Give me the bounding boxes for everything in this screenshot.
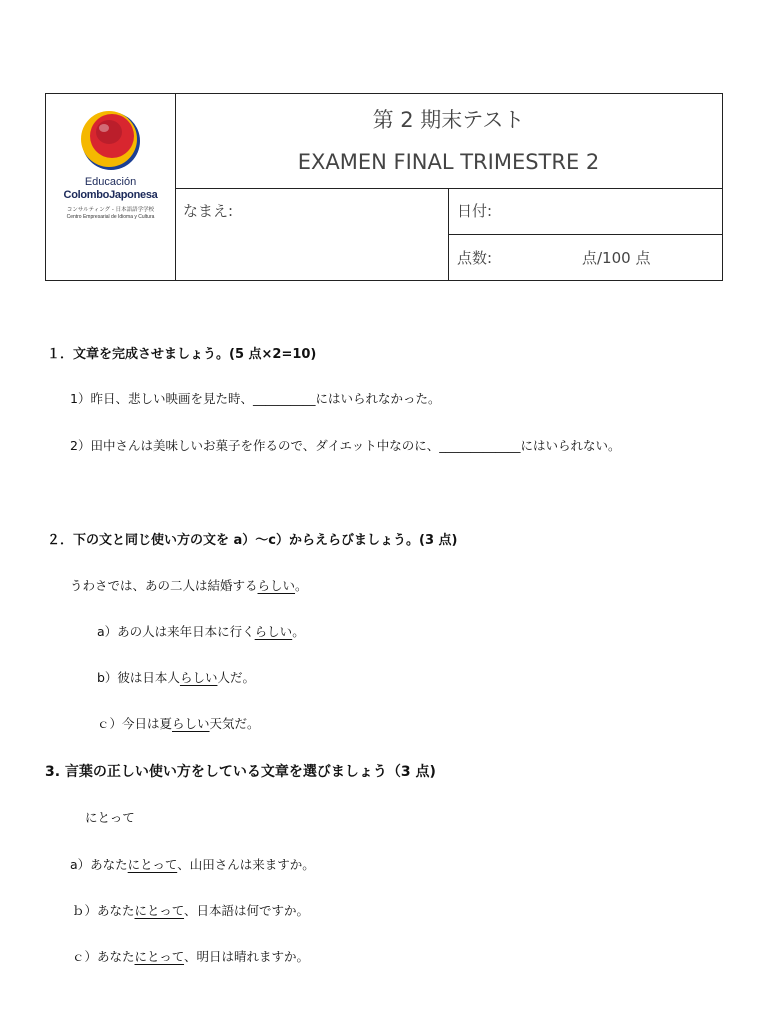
name-field[interactable]: [175, 188, 449, 280]
example-underlined: らしい: [257, 578, 296, 593]
question-3-option-c[interactable]: [72, 947, 309, 965]
option-underlined: らしい: [172, 716, 210, 731]
option-text-pre: a）あの人は来年日本に行く: [97, 624, 255, 639]
question-2-heading: ２．下の文と同じ使い方の文を a）～c）からえらびましょう。(3 点): [47, 533, 458, 548]
logo-line-4: Centro Empresarial de Idioma y Cultura: [66, 214, 155, 220]
date-label: 日付:: [457, 202, 493, 220]
option-underlined: にとって: [134, 903, 185, 918]
date-field[interactable]: [449, 188, 722, 235]
question-2-example: [70, 576, 308, 594]
exam-title-spanish: EXAMEN FINAL TRIMESTRE 2: [297, 150, 600, 174]
option-underlined: にとって: [127, 857, 178, 872]
option-text-post: 天気だ。: [209, 716, 260, 731]
option-text-post: 、日本語は何ですか。: [184, 903, 310, 918]
option-text-post: 、明日は晴れますか。: [184, 949, 310, 964]
logo-cell: [46, 94, 176, 280]
name-label: なまえ:: [183, 202, 234, 220]
option-text-pre: ｂ）あなた: [72, 903, 135, 918]
title-cell: [175, 94, 722, 189]
option-text-pre: a）あなた: [70, 857, 128, 872]
option-text-pre: ｃ）今日は夏: [97, 716, 173, 731]
option-text-pre: ｃ）あなた: [72, 949, 135, 964]
score-label: 点数:: [457, 249, 493, 267]
example-text-post: 。: [295, 578, 308, 593]
example-text-pre: うわさでは、あの二人は結婚する: [70, 578, 258, 593]
question-1-heading: １．文章を完成させましょう。(5 点×2=10): [47, 347, 317, 362]
question-2-option-a[interactable]: [97, 622, 305, 640]
question-1-item-2: 2）田中さんは美味しいお菓子を作るので、ダイエット中なのに、_____________にはいられない。: [70, 438, 621, 453]
score-out-of: 点/100 点: [582, 249, 651, 267]
logo-line-2: ColomboJaponesa: [63, 189, 158, 201]
exam-title-japanese: 第 2 期末テスト: [372, 108, 525, 132]
logo-line-3: コンサルティング - 日本語語学学校: [66, 207, 155, 213]
option-underlined: らしい: [179, 670, 218, 685]
score-field[interactable]: [449, 235, 722, 280]
question-3-keyword: にとって: [85, 810, 135, 825]
question-3-heading: 3. 言葉の正しい使い方をしている文章を選びましょう（3 点): [45, 764, 436, 780]
question-3-option-a[interactable]: [70, 855, 315, 873]
school-logo-icon: [46, 94, 175, 174]
option-text-post: 人だ。: [217, 670, 255, 685]
option-text-post: 、山田さんは来ますか。: [177, 857, 315, 872]
option-underlined: にとって: [134, 949, 185, 964]
option-text-post: 。: [292, 624, 305, 639]
question-1-item-1: 1）昨日、悲しい映画を見た時、__________にはいられなかった。: [70, 391, 441, 406]
option-underlined: らしい: [254, 624, 293, 639]
logo-line-1: Educación: [84, 176, 137, 188]
question-2-option-c[interactable]: [97, 714, 260, 732]
question-2-option-b[interactable]: [97, 668, 255, 686]
question-3-option-b[interactable]: [72, 901, 309, 919]
exam-header-table: [45, 93, 723, 281]
option-text-pre: b）彼は日本人: [97, 670, 180, 685]
